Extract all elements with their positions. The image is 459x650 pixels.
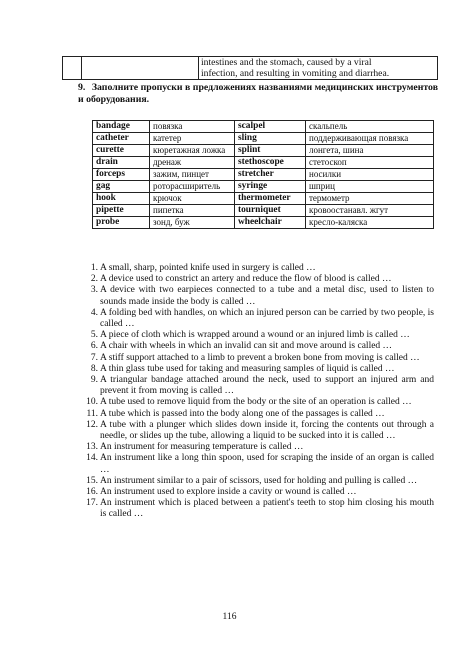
table-row <box>93 157 434 169</box>
question-number: 7. <box>90 352 98 363</box>
term-en: bandage <box>93 121 150 133</box>
term-ru: лонгета, шина <box>306 145 434 157</box>
term-ru: дренаж <box>150 157 235 169</box>
list-item <box>86 285 434 307</box>
question-number: 14. <box>86 453 98 464</box>
question-text: A device with two earpieces connected to a tube and a metal disc, used to listen to sounds made inside the body is called … <box>100 285 434 307</box>
question-number: 3. <box>90 285 98 296</box>
table-row <box>93 205 434 217</box>
table-row <box>93 145 434 157</box>
vocabulary-table <box>92 120 434 229</box>
question-text: A tube used to remove liquid from the body or the site of an operation is called … <box>100 397 412 408</box>
page-number: 116 <box>222 612 237 622</box>
term-en: probe <box>93 217 150 229</box>
term-ru: роторасширитель <box>150 181 235 193</box>
question-text: An instrument for measuring temperature is called … <box>100 442 304 453</box>
term-ru: шприц <box>306 181 434 193</box>
term-ru: зонд, буж <box>150 217 235 229</box>
definition-line: infection, and resulting in vomiting and diarrhea. <box>201 68 390 79</box>
term-en: hook <box>93 193 150 205</box>
term-en: catheter <box>93 133 150 145</box>
question-text: An instrument similar to a pair of scissors, used for holding and pulling is called … <box>100 475 418 486</box>
term-ru: кресло-каляска <box>306 217 434 229</box>
term-ru: термометр <box>306 193 434 205</box>
list-item <box>86 487 434 498</box>
question-number: 10. <box>86 397 98 408</box>
term-en: tourniquet <box>235 205 306 217</box>
list-item <box>86 364 434 375</box>
list-item <box>86 263 434 274</box>
question-number: 6. <box>90 341 98 352</box>
table-cell-empty <box>82 57 199 80</box>
question-number: 17. <box>86 498 98 509</box>
continued-table <box>62 56 438 80</box>
term-ru: повязка <box>150 121 235 133</box>
question-text: A tube which is passed into the body along one of the passages is called … <box>100 408 385 419</box>
list-item <box>86 353 434 364</box>
term-en: sling <box>235 133 306 145</box>
question-text: A thin glass tube used for taking and measuring samples of liquid is called … <box>100 363 395 374</box>
term-en: drain <box>93 157 150 169</box>
question-number: 4. <box>90 307 98 318</box>
list-item <box>86 409 434 420</box>
list-item <box>86 308 434 330</box>
question-text: An instrument used to explore inside a cavity or wound is called … <box>100 487 357 498</box>
question-text: A tube with a plunger which slides down inside it, forcing the contents out through a needle, or slides up the tube, allowing a liquid to be sucked into it is called … <box>100 419 434 442</box>
term-en: pipette <box>93 205 150 217</box>
term-en: forceps <box>93 169 150 181</box>
table-row <box>93 121 434 133</box>
exercise-heading <box>78 82 438 106</box>
table-cell-empty <box>63 57 82 80</box>
term-ru: носилки <box>306 169 434 181</box>
question-number: 16. <box>86 487 98 498</box>
question-number: 11. <box>86 408 98 419</box>
question-text: An instrument like a long thin spoon, used for scraping the inside of an organ is called … <box>100 453 434 475</box>
term-en: splint <box>235 145 306 157</box>
list-item <box>86 330 434 341</box>
exercise-number: 9. <box>78 82 86 93</box>
question-number: 5. <box>90 330 98 341</box>
question-number: 2. <box>90 274 98 285</box>
question-number: 1. <box>90 263 98 273</box>
question-text: A piece of cloth which is wrapped around a wound or an injured limb is called … <box>100 330 410 341</box>
term-en: syringe <box>235 181 306 193</box>
question-text: A folding bed with handles, on which an injured person can be carried by two people, is called … <box>100 307 434 330</box>
term-ru: зажим, пинцет <box>150 169 235 181</box>
table-row <box>93 181 434 193</box>
table-row <box>93 133 434 145</box>
list-item <box>86 498 434 520</box>
term-en: wheelchair <box>235 217 306 229</box>
list-item <box>86 442 434 453</box>
table-row <box>93 169 434 181</box>
term-en: gag <box>93 181 150 193</box>
list-item <box>86 274 434 285</box>
definition-line: intestines and the stomach, caused by a viral <box>201 57 372 68</box>
list-item <box>86 375 434 397</box>
term-en: stretcher <box>235 169 306 181</box>
term-ru: крючок <box>150 193 235 205</box>
term-en: curette <box>93 145 150 157</box>
question-text: A small, sharp, pointed knife used in surgery is called … <box>100 263 316 273</box>
term-ru: пипетка <box>150 205 235 217</box>
term-ru: катетер <box>150 133 235 145</box>
term-ru: кюретажная ложка <box>150 145 235 157</box>
term-ru: стетоскоп <box>306 157 434 169</box>
term-ru: кровоостанавл. жгут <box>306 205 434 217</box>
question-number: 8. <box>90 363 98 374</box>
term-ru: поддерживающая повязка <box>306 133 434 145</box>
question-number: 12. <box>86 419 98 430</box>
term-en: thermometer <box>235 193 306 205</box>
list-item <box>86 476 434 487</box>
exercise-title: Заполните пропуски в предложениях названиями медицинских инструментов и оборудования. <box>78 82 438 105</box>
question-number: 9. <box>90 375 98 386</box>
question-text: An instrument which is placed between a patient's teeth to stop him closing his mouth is called … <box>100 498 434 520</box>
list-item <box>86 420 434 442</box>
list-item <box>86 341 434 352</box>
question-number: 15. <box>86 475 98 486</box>
term-en: stethoscope <box>235 157 306 169</box>
term-en: scalpel <box>235 121 306 133</box>
table-row <box>93 217 434 229</box>
question-text: A device used to constrict an artery and reduce the flow of blood is called … <box>100 274 392 285</box>
question-text: A stiff support attached to a limb to prevent a broken bone from moving is called … <box>100 352 420 363</box>
question-text: A chair with wheels in which an invalid can sit and move around is called … <box>100 341 393 352</box>
question-text: A triangular bandage attached around the neck, used to support an injured arm and prevent it from moving is called … <box>100 375 434 397</box>
list-item <box>86 453 434 475</box>
table-cell-definition <box>199 57 438 80</box>
table-row <box>93 193 434 205</box>
question-number: 13. <box>86 442 98 453</box>
question-list <box>86 263 434 521</box>
list-item <box>86 397 434 408</box>
term-ru: скальпель <box>306 121 434 133</box>
